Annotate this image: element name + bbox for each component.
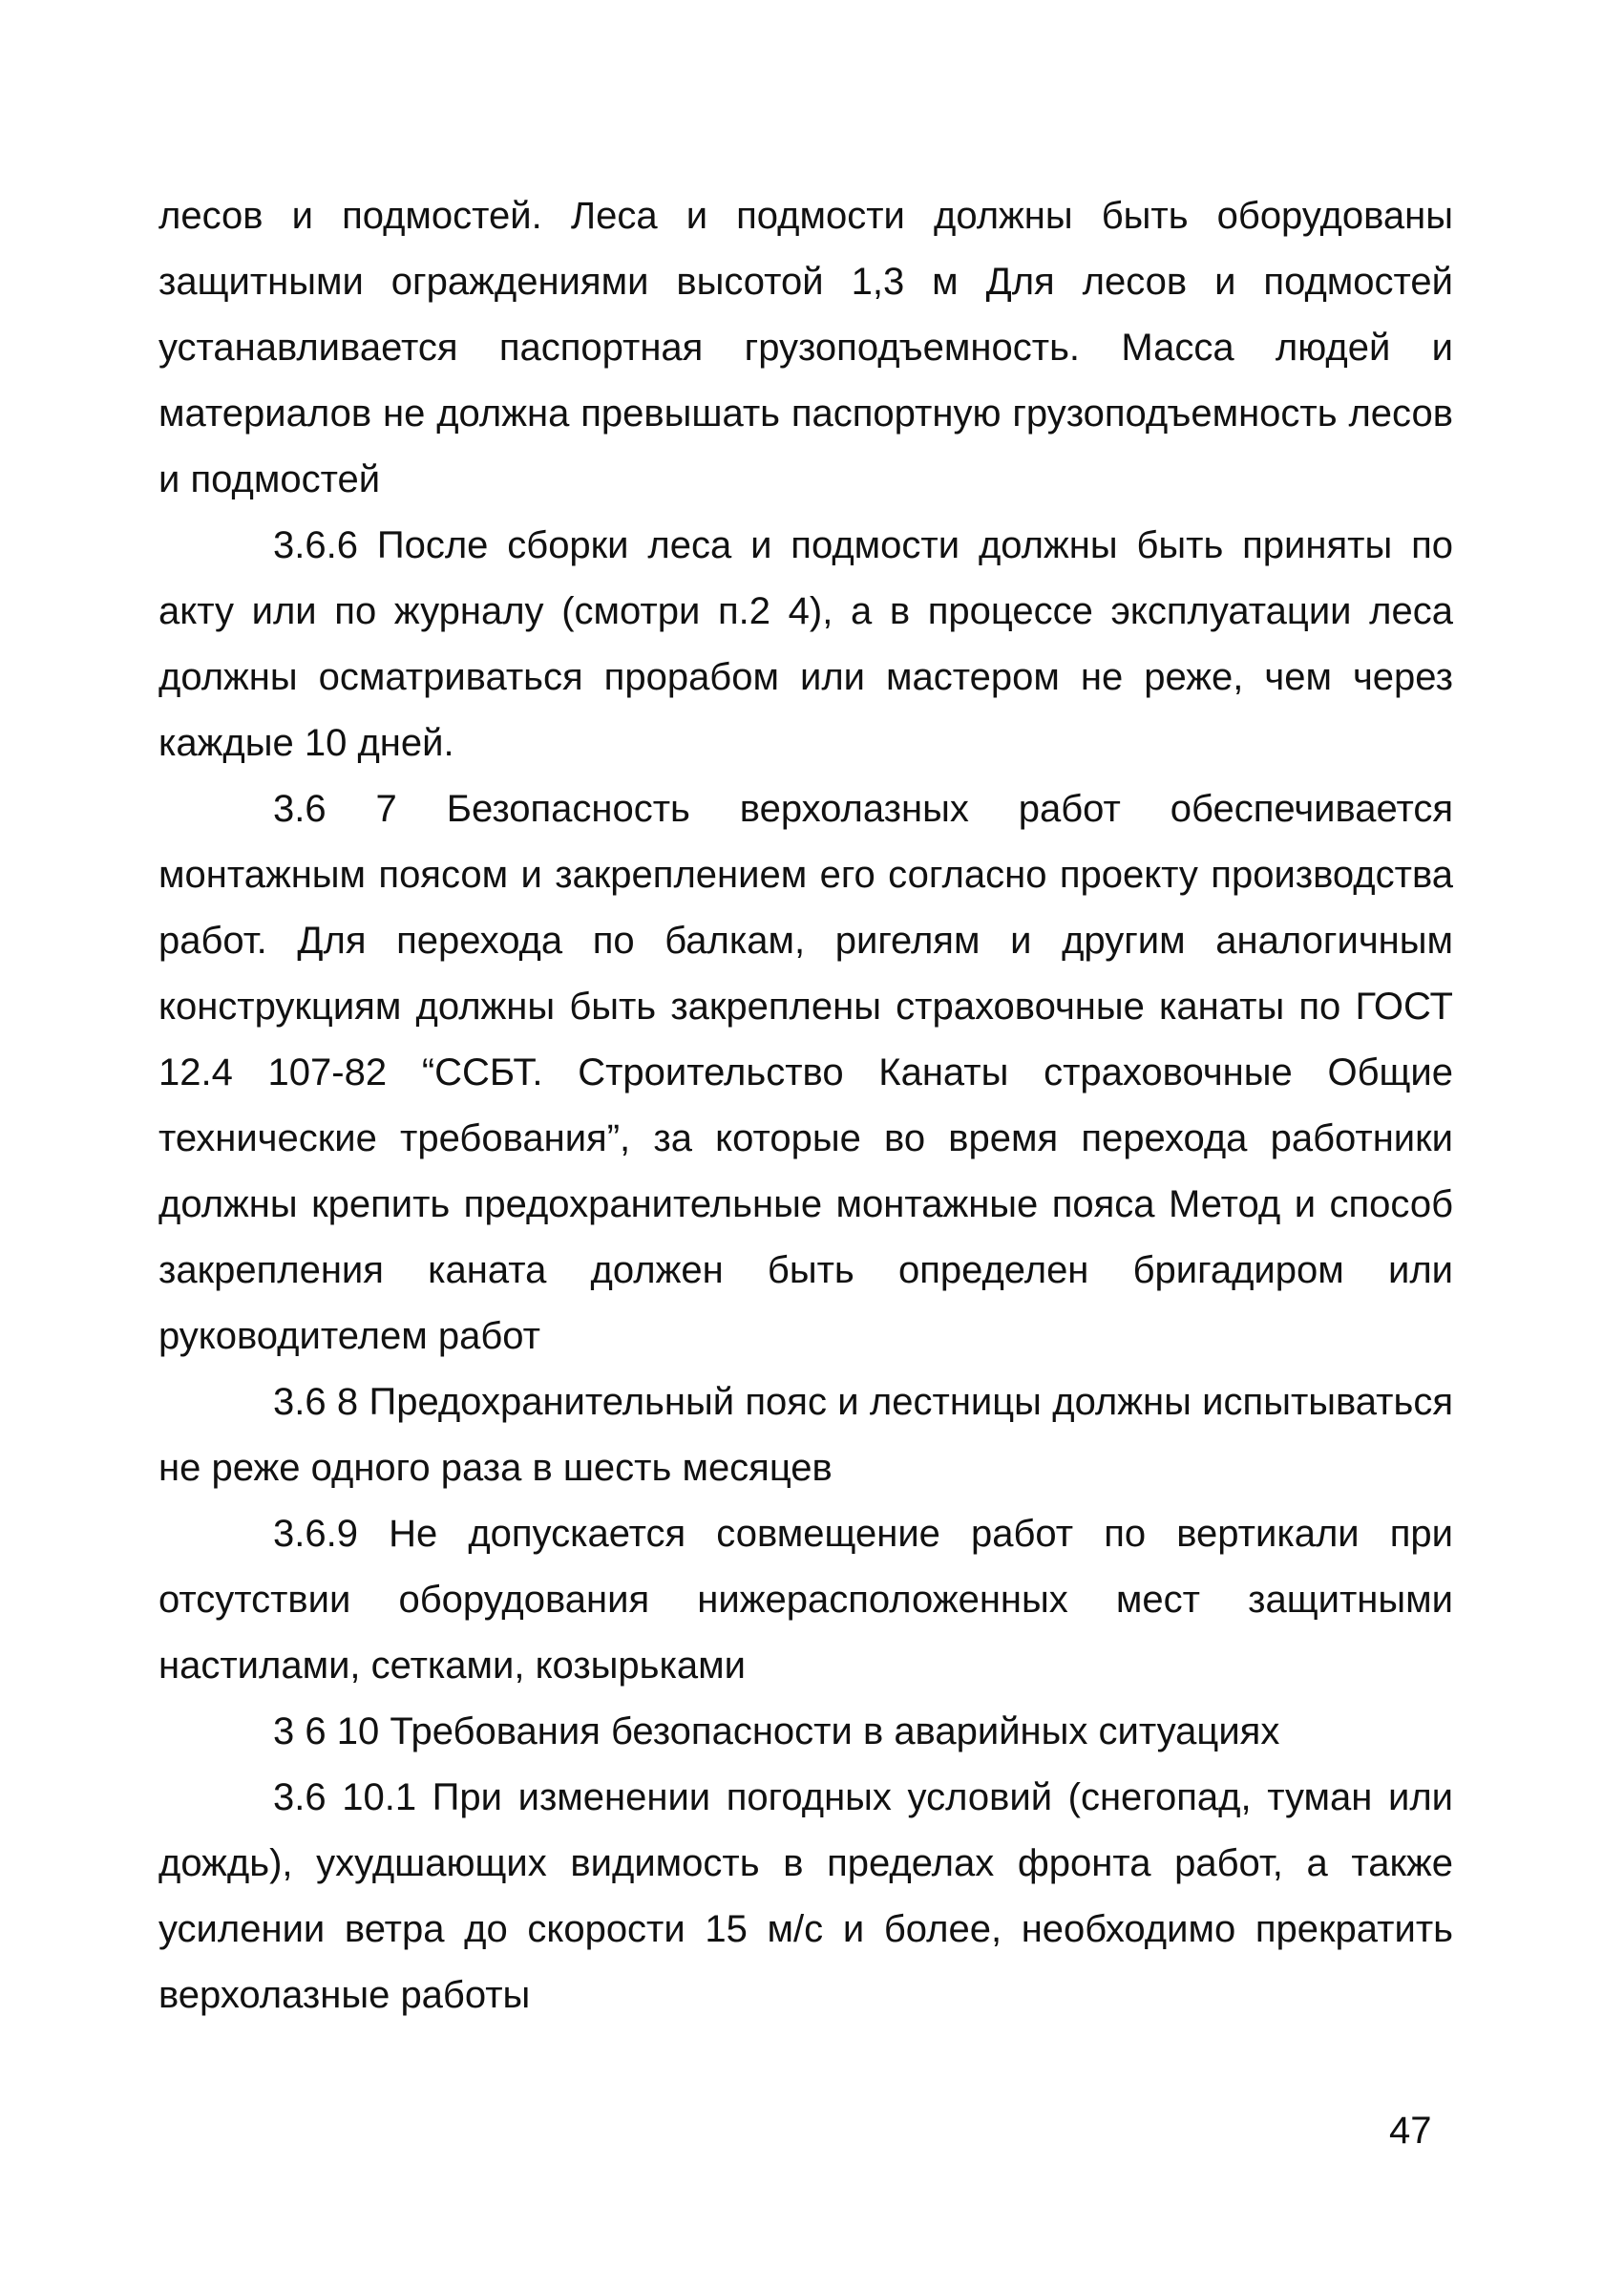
- paragraph-3-6-10-1: 3.6 10.1 При изменении погодных условий (снегопад, туман или дождь), ухудшающих видимость в пределах фронта работ, а также усилении ветра до скорости 15 м/с и более, необходимо прекратить верхолазные работы: [158, 1776, 1453, 2016]
- paragraph-3-6-9: 3.6.9 Не допускается совмещение работ по вертикали при отсутствии оборудования нижерасположенных мест защитными настилами, сетками, козырьками: [158, 1513, 1453, 1687]
- page-number: 47: [1389, 2110, 1432, 2152]
- section-heading-3-6-10: 3 6 10 Требования безопасности в аварийных ситуациях: [273, 1710, 1280, 1752]
- document-page: [158, 183, 1453, 2028]
- paragraph-continuation: лесов и подмостей. Леса и подмости должны быть оборудованы защитными ограждениями высотой 1,3 м Для лесов и подмостей устанавливается паспортная грузоподъемность. Масса людей и материалов не должна превышать паспортную грузоподъемность лесов и подмостей: [158, 195, 1453, 500]
- paragraph-3-6-6: 3.6.6 После сборки леса и подмости должны быть приняты по акту или по журналу (смотри п.2 4), а в процессе эксплуатации леса должны осматриваться прорабом или мастером не реже, чем через каждые 10 дней.: [158, 524, 1453, 764]
- paragraph-3-6-7: 3.6 7 Безопасность верхолазных работ обеспечивается монтажным поясом и закреплением его согласно проекту производства работ. Для перехода по балкам, ригелям и другим аналогичным конструкциям должны быть закреплены страховочные канаты по ГОСТ 12.4 107-82 “ССБТ. Строительство Канаты страховочные Общие технические требования”, за которые во время перехода работники должны крепить предохранительные монтажные пояса Метод и способ закрепления каната должен быть определен бригадиром или руководителем работ: [158, 788, 1453, 1357]
- paragraph-3-6-8: 3.6 8 Предохранительный пояс и лестницы должны испытываться не реже одного раза в шесть месяцев: [158, 1381, 1453, 1489]
